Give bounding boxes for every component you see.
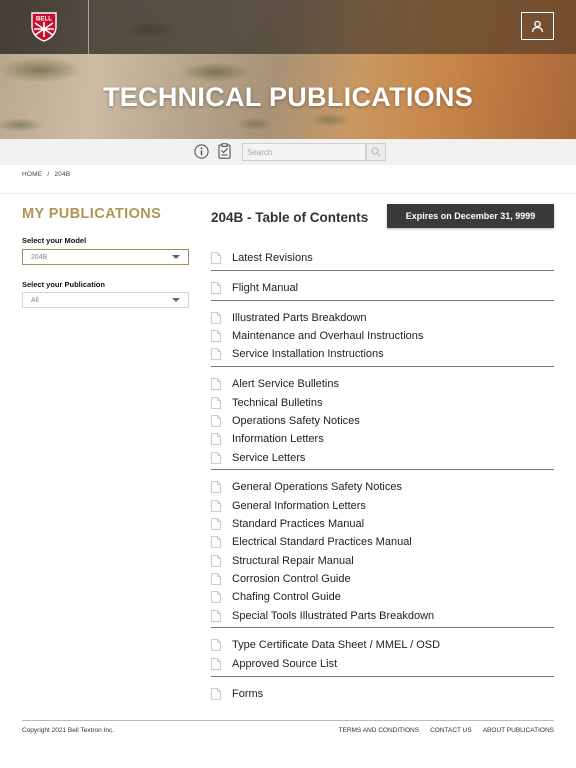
footer-links [339,727,554,734]
publication-link-label: Chafing Control Guide [232,591,341,604]
document-icon [211,312,221,324]
breadcrumb-separator: / [47,171,50,178]
model-select-value: 204B [31,253,48,261]
publication-link-label: Standard Practices Manual [232,518,365,530]
publication-link[interactable] [211,328,423,344]
publication-link-label: Type Certificate Data Sheet / MMEL / OSD [232,639,441,652]
publication-link[interactable] [211,686,263,702]
publication-link-label: Service Letters [232,451,306,464]
publication-link-label: Information Letters [232,433,324,446]
model-select[interactable] [22,249,189,265]
document-icon [211,397,221,409]
document-icon [211,610,221,622]
copyright-text: Copyright 2021 Bell Textron Inc. [22,727,115,734]
publication-link[interactable] [211,571,351,587]
footer-divider [22,720,554,721]
header-divider [88,0,89,54]
group-divider [211,300,554,301]
model-select-label: Select your Model [22,236,87,245]
publication-link[interactable] [211,310,367,326]
publication-link[interactable] [211,395,323,411]
publication-link-label: Alert Service Bulletins [232,378,339,391]
contact-link[interactable]: CONTACT US [430,727,472,734]
publication-link[interactable] [211,498,366,514]
document-icon [211,378,221,390]
search-input[interactable] [242,143,366,161]
document-icon [211,433,221,445]
publication-link[interactable] [211,346,384,362]
publication-select-label: Select your Publication [22,280,105,289]
publication-link[interactable] [211,450,305,466]
document-icon [211,348,221,360]
breadcrumb-divider [0,193,576,194]
publication-link-label: Structural Repair Manual [232,554,354,567]
publication-link-label: Maintenance and Overhaul Instructions [232,330,424,343]
document-icon [211,591,221,603]
document-icon [211,481,221,493]
document-icon [211,500,221,512]
breadcrumb [22,171,70,178]
publication-link[interactable] [211,637,440,653]
document-icon [211,658,221,670]
publication-link-label: Operations Safety Notices [232,414,360,427]
publication-link[interactable] [211,413,360,429]
publication-link-label: General Operations Safety Notices [232,481,402,494]
info-icon[interactable] [194,144,209,159]
publication-link-label: Electrical Standard Practices Manual [232,536,412,549]
clipboard-icon[interactable] [218,143,231,159]
publication-link-label: Illustrated Parts Breakdown [232,311,367,324]
expiration-badge: Expires on December 31, 9999 [387,204,554,228]
publication-link-label: Special Tools Illustrated Parts Breakdown [232,609,435,622]
publication-link[interactable] [211,656,337,672]
breadcrumb-current: 204B [54,171,71,178]
group-divider [211,469,554,470]
svg-text:BELL: BELL [35,15,53,23]
publication-link-label: Corrosion Control Guide [232,572,351,585]
publication-link-label: General Information Letters [232,499,366,512]
terms-link[interactable]: TERMS AND CONDITIONS [338,727,420,734]
user-icon [531,20,544,33]
header-bar [0,0,576,54]
bell-logo[interactable] [31,12,57,42]
publication-link[interactable] [211,534,412,550]
publication-link-label: Forms [232,687,264,700]
publication-select-value: All [31,296,39,304]
group-divider [211,627,554,628]
search-button[interactable] [366,143,386,161]
group-divider [211,676,554,677]
document-icon [211,330,221,342]
publication-link[interactable] [211,479,402,495]
publication-link[interactable] [211,431,324,447]
publication-link[interactable] [211,608,434,624]
publication-link[interactable] [211,250,313,266]
document-icon [211,536,221,548]
group-divider [211,366,554,367]
document-icon [211,252,221,264]
publication-link[interactable] [211,516,364,532]
publication-link[interactable] [211,280,298,296]
document-icon [211,518,221,530]
document-icon [211,639,221,651]
document-icon [211,415,221,427]
publication-link[interactable] [211,553,354,569]
publication-link-label: Flight Manual [232,281,299,294]
document-icon [211,573,221,585]
document-icon [211,282,221,294]
breadcrumb-home-link[interactable]: HOME [22,171,43,178]
publication-link-label: Approved Source List [232,657,338,670]
page-hero-title: TECHNICAL PUBLICATIONS [102,82,474,112]
account-button[interactable] [521,12,554,40]
chevron-down-icon [172,298,180,302]
publication-link-label: Latest Revisions [232,252,313,264]
document-icon [211,688,221,700]
publication-link-label: Technical Bulletins [232,396,323,409]
publication-link-label: Service Installation Instructions [232,348,384,361]
toc-title: 204B - Table of Contents [211,210,369,225]
about-link[interactable]: ABOUT PUBLICATIONS [482,727,554,734]
sidebar-title: MY PUBLICATIONS [22,206,162,222]
chevron-down-icon [172,255,180,259]
publication-select[interactable] [22,292,189,308]
publication-link[interactable] [211,589,341,605]
publication-link[interactable] [211,376,339,392]
group-divider [211,270,554,271]
document-icon [211,555,221,567]
hero-banner [0,0,576,139]
search-icon [371,147,381,157]
document-icon [211,452,221,464]
